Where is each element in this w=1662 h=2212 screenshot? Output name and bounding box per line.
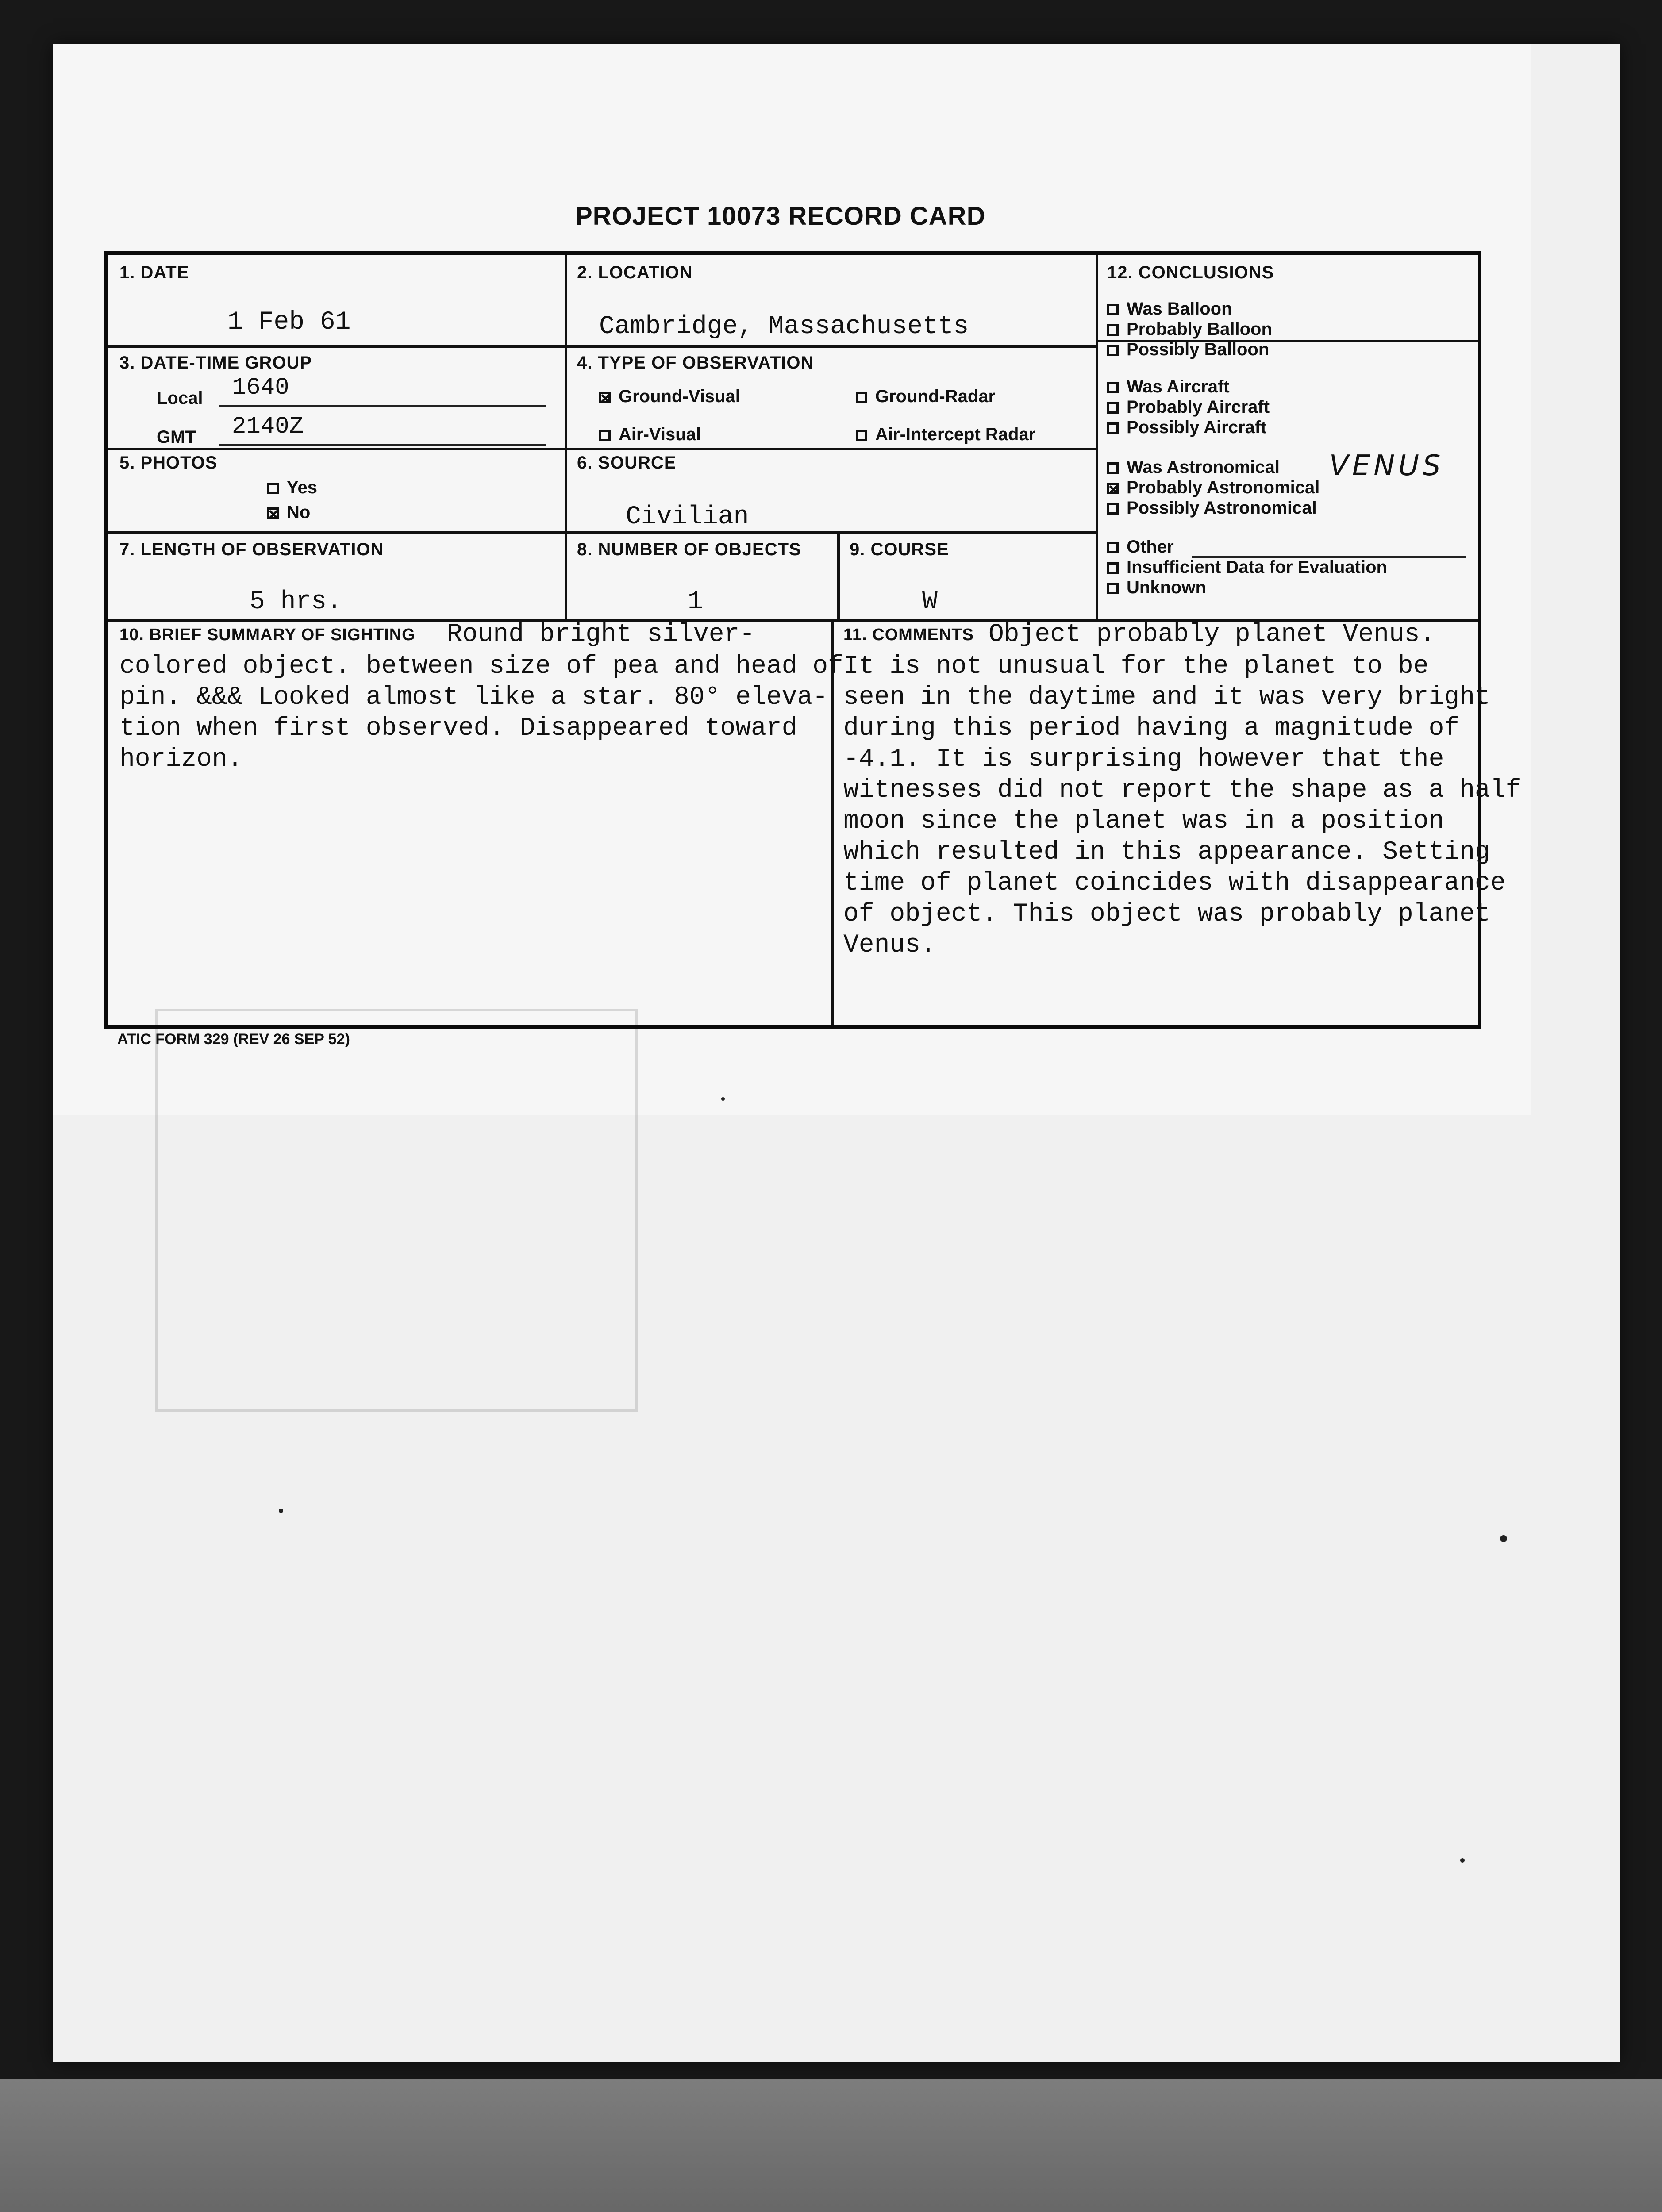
type-of-observation-label: 4. TYPE OF OBSERVATION (577, 353, 814, 373)
location-label: 2. LOCATION (577, 263, 693, 282)
comments-first-line: Object probably planet Venus. (989, 620, 1435, 649)
checkbox-checked-icon (599, 392, 611, 403)
course-value: W (922, 588, 938, 616)
checkbox-icon (1107, 382, 1119, 393)
summary-line: colored object. between size of pea and head of (119, 652, 843, 681)
checkbox-icon (1107, 304, 1119, 315)
comments-line: It is not unusual for the planet to be (843, 652, 1429, 681)
comments-line: time of planet coincides with disappearance (843, 869, 1506, 898)
summary-line: horizon. (119, 745, 243, 774)
length-of-observation-label: 7. LENGTH OF OBSERVATION (119, 540, 384, 559)
checkbox-icon (1107, 583, 1119, 594)
comments-line: -4.1. It is surprising however that the (843, 745, 1444, 774)
summary-line: tion when first observed. Disappeared toward (119, 714, 797, 743)
conclusion-was-balloon: Was Balloon (1107, 299, 1232, 319)
comments-line: Venus. (843, 931, 936, 960)
local-label: Local (157, 388, 203, 408)
checkbox-icon (1107, 422, 1119, 434)
ground-visual-option: Ground-Visual (599, 387, 740, 407)
gmt-time-value: 2140Z (232, 413, 304, 440)
checkbox-icon (267, 483, 279, 494)
photos-yes-option: Yes (267, 478, 317, 498)
scan-background-band (0, 2079, 1662, 2212)
date-value: 1 Feb 61 (227, 308, 351, 337)
length-of-observation-value: 5 hrs. (250, 588, 342, 616)
card-title: PROJECT 10073 RECORD CARD (575, 202, 986, 230)
checkbox-icon (1107, 345, 1119, 356)
source-label: 6. SOURCE (577, 453, 677, 472)
date-time-group-label: 3. DATE-TIME GROUP (119, 353, 312, 373)
conclusion-possibly-balloon: Possibly Balloon (1107, 340, 1269, 360)
photos-no-option: No (267, 503, 310, 522)
course-label: 9. COURSE (850, 540, 949, 559)
record-card-table (104, 251, 1521, 1029)
conclusion-possibly-astronomical: Possibly Astronomical (1107, 498, 1317, 518)
conclusion-was-aircraft: Was Aircraft (1107, 377, 1230, 397)
checkbox-icon (1107, 402, 1119, 414)
comments-line: seen in the daytime and it was very bright (843, 683, 1490, 712)
handwritten-venus-note: VENUS (1329, 449, 1444, 482)
summary-text (119, 651, 843, 775)
summary-first-line: Round bright silver- (447, 620, 755, 649)
speck (1500, 1535, 1507, 1542)
air-intercept-radar-option: Air-Intercept Radar (856, 425, 1035, 445)
source-value: Civilian (626, 503, 749, 531)
checkbox-checked-icon (1107, 483, 1119, 494)
comments-line: during this period having a magnitude of (843, 714, 1460, 743)
speck (1460, 1858, 1465, 1863)
conclusion-was-astronomical: Was Astronomical (1107, 457, 1280, 477)
air-visual-option: Air-Visual (599, 425, 701, 445)
conclusion-insufficient-data: Insufficient Data for Evaluation (1107, 557, 1387, 577)
comments-line: of object. This object was probably planet (843, 900, 1490, 929)
comments-line: moon since the planet was in a position (843, 807, 1444, 836)
summary-label: 10. BRIEF SUMMARY OF SIGHTING (119, 626, 416, 644)
checkbox-icon (599, 430, 611, 441)
checkbox-icon (1107, 503, 1119, 515)
conclusion-other: Other (1107, 537, 1174, 557)
date-label: 1. DATE (119, 263, 189, 282)
conclusions-label: 12. CONCLUSIONS (1107, 263, 1274, 282)
ground-radar-option: Ground-Radar (856, 387, 995, 407)
number-of-objects-label: 8. NUMBER OF OBJECTS (577, 540, 801, 559)
checkbox-icon (1107, 542, 1119, 553)
checkbox-icon (1107, 462, 1119, 474)
summary-line: pin. &&& Looked almost like a star. 80° eleva- (119, 683, 828, 712)
checkbox-icon (856, 430, 867, 441)
location-value: Cambridge, Massachusetts (599, 312, 969, 341)
comments-line: witnesses did not report the shape as a half (843, 776, 1521, 805)
checkbox-checked-icon (267, 507, 279, 519)
conclusion-probably-astronomical: Probably Astronomical (1107, 478, 1320, 498)
checkbox-icon (1107, 562, 1119, 574)
checkbox-icon (856, 392, 867, 403)
speck (279, 1509, 283, 1513)
faded-stamp-mark (155, 1009, 638, 1412)
conclusion-unknown: Unknown (1107, 578, 1206, 598)
conclusion-probably-aircraft: Probably Aircraft (1107, 397, 1270, 417)
number-of-objects-value: 1 (688, 588, 703, 616)
photos-label: 5. PHOTOS (119, 453, 218, 472)
speck (721, 1097, 725, 1101)
comments-text (843, 651, 1521, 961)
form-identifier: ATIC FORM 329 (REV 26 SEP 52) (117, 1031, 350, 1048)
checkbox-icon (1107, 324, 1119, 336)
local-time-value: 1640 (232, 374, 289, 401)
conclusion-possibly-aircraft: Possibly Aircraft (1107, 418, 1266, 438)
gmt-label: GMT (157, 427, 196, 447)
conclusion-probably-balloon: Probably Balloon (1107, 319, 1272, 339)
comments-label: 11. COMMENTS (843, 626, 974, 644)
comments-line: which resulted in this appearance. Setting (843, 838, 1490, 867)
